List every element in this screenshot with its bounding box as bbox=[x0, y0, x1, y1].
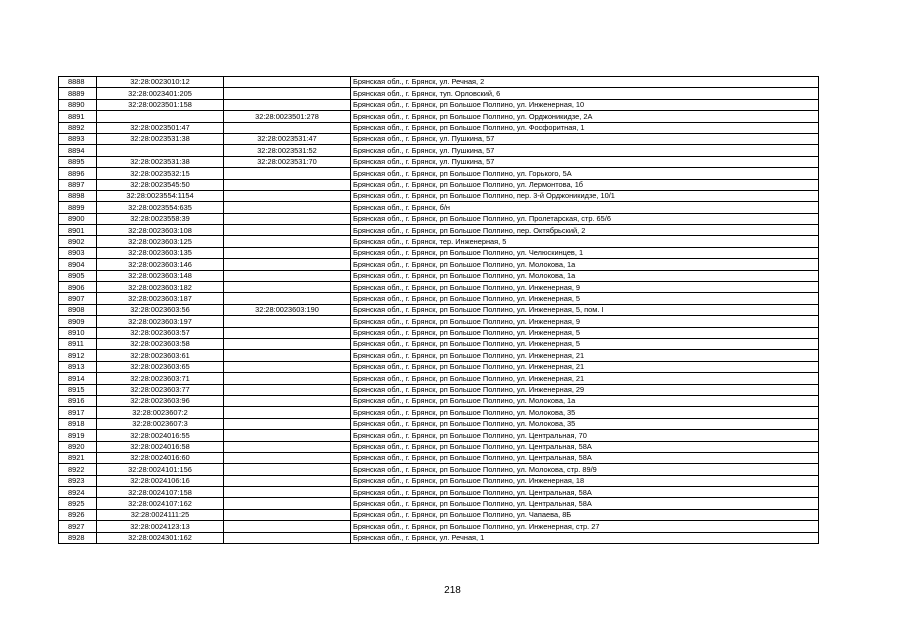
row-number-cell: 8908 bbox=[59, 304, 97, 315]
address-cell: Брянская обл., г. Брянск, ул. Пушкина, 57 bbox=[351, 133, 819, 144]
cadastral-number-cell: 32:28:0023607:3 bbox=[97, 418, 224, 429]
table-row bbox=[59, 88, 819, 99]
row-number-cell: 8897 bbox=[59, 179, 97, 190]
table-row bbox=[59, 407, 819, 418]
cadastral-number-cell: 32:28:0023603:71 bbox=[97, 373, 224, 384]
table-row bbox=[59, 156, 819, 167]
table-row bbox=[59, 270, 819, 281]
address-cell: Брянская обл., г. Брянск, рп Большое Полпино, ул. Пролетарская, стр. 65/6 bbox=[351, 213, 819, 224]
row-number-cell: 8896 bbox=[59, 168, 97, 179]
related-cadastral-number-cell bbox=[224, 202, 351, 213]
cadastral-number-cell: 32:28:0023603:187 bbox=[97, 293, 224, 304]
cadastral-number-cell: 32:28:0023603:61 bbox=[97, 350, 224, 361]
row-number-cell: 8925 bbox=[59, 498, 97, 509]
related-cadastral-number-cell bbox=[224, 407, 351, 418]
row-number-cell: 8893 bbox=[59, 133, 97, 144]
cadastral-number-cell: 32:28:0023603:77 bbox=[97, 384, 224, 395]
cadastral-number-cell: 32:28:0023401:205 bbox=[97, 88, 224, 99]
table-row bbox=[59, 168, 819, 179]
table-row bbox=[59, 361, 819, 372]
related-cadastral-number-cell: 32:28:0023501:278 bbox=[224, 111, 351, 122]
table-row bbox=[59, 498, 819, 509]
related-cadastral-number-cell bbox=[224, 350, 351, 361]
row-number-cell: 8907 bbox=[59, 293, 97, 304]
row-number-cell: 8918 bbox=[59, 418, 97, 429]
row-number-cell: 8895 bbox=[59, 156, 97, 167]
row-number-cell: 8924 bbox=[59, 487, 97, 498]
cadastral-number-cell: 32:28:0024016:58 bbox=[97, 441, 224, 452]
row-number-cell: 8891 bbox=[59, 111, 97, 122]
related-cadastral-number-cell bbox=[224, 509, 351, 520]
related-cadastral-number-cell bbox=[224, 99, 351, 110]
table-row bbox=[59, 111, 819, 122]
address-cell: Брянская обл., г. Брянск, туп. Орловский, 6 bbox=[351, 88, 819, 99]
address-cell: Брянская обл., г. Брянск, рп Большое Полпино, ул. Инженерная, 5 bbox=[351, 327, 819, 338]
table-row bbox=[59, 532, 819, 543]
related-cadastral-number-cell bbox=[224, 475, 351, 486]
table-row bbox=[59, 133, 819, 144]
table-row bbox=[59, 77, 819, 88]
cadastral-number-cell: 32:28:0023603:197 bbox=[97, 316, 224, 327]
table-row bbox=[59, 282, 819, 293]
address-cell: Брянская обл., г. Брянск, рп Большое Полпино, ул. Инженерная, 5, пом. I bbox=[351, 304, 819, 315]
address-cell: Брянская обл., г. Брянск, рп Большое Полпино, ул. Центральная, 58А bbox=[351, 452, 819, 463]
table-row bbox=[59, 338, 819, 349]
related-cadastral-number-cell bbox=[224, 430, 351, 441]
related-cadastral-number-cell bbox=[224, 179, 351, 190]
related-cadastral-number-cell bbox=[224, 361, 351, 372]
table-row bbox=[59, 99, 819, 110]
row-number-cell: 8922 bbox=[59, 464, 97, 475]
cadastral-number-cell: 32:28:0023603:96 bbox=[97, 395, 224, 406]
related-cadastral-number-cell bbox=[224, 316, 351, 327]
cadastral-number-cell: 32:28:0024301:162 bbox=[97, 532, 224, 543]
related-cadastral-number-cell bbox=[224, 418, 351, 429]
address-cell: Брянская обл., г. Брянск, рп Большое Полпино, ул. Фосфоритная, 1 bbox=[351, 122, 819, 133]
cadastral-number-cell: 32:28:0023531:38 bbox=[97, 156, 224, 167]
address-cell: Брянская обл., г. Брянск, рп Большое Полпино, ул. Молокова, стр. 89/9 bbox=[351, 464, 819, 475]
cadastral-number-cell: 32:28:0023532:15 bbox=[97, 168, 224, 179]
row-number-cell: 8904 bbox=[59, 259, 97, 270]
row-number-cell: 8898 bbox=[59, 190, 97, 201]
related-cadastral-number-cell: 32:28:0023531:70 bbox=[224, 156, 351, 167]
row-number-cell: 8917 bbox=[59, 407, 97, 418]
cadastral-number-cell: 32:28:0023603:182 bbox=[97, 282, 224, 293]
table-row bbox=[59, 350, 819, 361]
row-number-cell: 8892 bbox=[59, 122, 97, 133]
row-number-cell: 8900 bbox=[59, 213, 97, 224]
related-cadastral-number-cell bbox=[224, 293, 351, 304]
table-row bbox=[59, 418, 819, 429]
address-cell: Брянская обл., г. Брянск, рп Большое Полпино, ул. Челюскинцев, 1 bbox=[351, 247, 819, 258]
cadastral-number-cell: 32:28:0024016:60 bbox=[97, 452, 224, 463]
address-cell: Брянская обл., г. Брянск, ул. Речная, 2 bbox=[351, 77, 819, 88]
related-cadastral-number-cell: 32:28:0023603:190 bbox=[224, 304, 351, 315]
related-cadastral-number-cell bbox=[224, 270, 351, 281]
address-cell: Брянская обл., г. Брянск, рп Большое Полпино, ул. Орджоникидзе, 2А bbox=[351, 111, 819, 122]
related-cadastral-number-cell bbox=[224, 521, 351, 532]
row-number-cell: 8928 bbox=[59, 532, 97, 543]
address-cell: Брянская обл., г. Брянск, рп Большое Полпино, ул. Инженерная, стр. 27 bbox=[351, 521, 819, 532]
cadastral-number-cell: 32:28:0024101:156 bbox=[97, 464, 224, 475]
related-cadastral-number-cell: 32:28:0023531:47 bbox=[224, 133, 351, 144]
cadastral-number-cell: 32:28:0023501:47 bbox=[97, 122, 224, 133]
table-row bbox=[59, 487, 819, 498]
address-cell: Брянская обл., г. Брянск, рп Большое Полпино, ул. Горького, 5А bbox=[351, 168, 819, 179]
cadastral-number-cell: 32:28:0023603:57 bbox=[97, 327, 224, 338]
address-cell: Брянская обл., г. Брянск, рп Большое Полпино, ул. Молокова, 35 bbox=[351, 418, 819, 429]
related-cadastral-number-cell bbox=[224, 327, 351, 338]
table-row bbox=[59, 475, 819, 486]
row-number-cell: 8921 bbox=[59, 452, 97, 463]
related-cadastral-number-cell bbox=[224, 452, 351, 463]
cadastral-number-cell: 32:28:0023603:125 bbox=[97, 236, 224, 247]
related-cadastral-number-cell bbox=[224, 395, 351, 406]
address-cell: Брянская обл., г. Брянск, рп Большое Полпино, ул. Центральная, 58А bbox=[351, 441, 819, 452]
row-number-cell: 8926 bbox=[59, 509, 97, 520]
table-row bbox=[59, 213, 819, 224]
table-row bbox=[59, 452, 819, 463]
cadastral-number-cell: 32:28:0024111:25 bbox=[97, 509, 224, 520]
cadastral-number-cell bbox=[97, 111, 224, 122]
table-row bbox=[59, 145, 819, 156]
address-cell: Брянская обл., г. Брянск, рп Большое Полпино, ул. Молокова, 1а bbox=[351, 395, 819, 406]
cadastral-number-cell: 32:28:0023501:158 bbox=[97, 99, 224, 110]
address-cell: Брянская обл., г. Брянск, рп Большое Полпино, ул. Молокова, 1а bbox=[351, 270, 819, 281]
table-row bbox=[59, 236, 819, 247]
address-cell: Брянская обл., г. Брянск, рп Большое Полпино, ул. Лермонтова, 1б bbox=[351, 179, 819, 190]
cadastral-number-cell: 32:28:0023603:108 bbox=[97, 225, 224, 236]
related-cadastral-number-cell bbox=[224, 247, 351, 258]
row-number-cell: 8909 bbox=[59, 316, 97, 327]
cadastral-number-cell: 32:28:0023554:635 bbox=[97, 202, 224, 213]
table-body bbox=[59, 77, 819, 544]
address-cell: Брянская обл., г. Брянск, рп Большое Полпино, ул. Чапаева, 8Б bbox=[351, 509, 819, 520]
row-number-cell: 8905 bbox=[59, 270, 97, 281]
cadastral-number-cell: 32:28:0023607:2 bbox=[97, 407, 224, 418]
related-cadastral-number-cell bbox=[224, 532, 351, 543]
cadastral-number-cell: 32:28:0023531:38 bbox=[97, 133, 224, 144]
address-cell: Брянская обл., г. Брянск, рп Большое Полпино, ул. Инженерная, 9 bbox=[351, 282, 819, 293]
table-row bbox=[59, 509, 819, 520]
row-number-cell: 8889 bbox=[59, 88, 97, 99]
table-row bbox=[59, 373, 819, 384]
related-cadastral-number-cell bbox=[224, 498, 351, 509]
row-number-cell: 8910 bbox=[59, 327, 97, 338]
related-cadastral-number-cell bbox=[224, 236, 351, 247]
row-number-cell: 8899 bbox=[59, 202, 97, 213]
registry-table bbox=[58, 76, 819, 544]
address-cell: Брянская обл., г. Брянск, рп Большое Полпино, ул. Молокова, 35 bbox=[351, 407, 819, 418]
related-cadastral-number-cell bbox=[224, 213, 351, 224]
row-number-cell: 8912 bbox=[59, 350, 97, 361]
table-row bbox=[59, 521, 819, 532]
table-row bbox=[59, 179, 819, 190]
cadastral-number-cell: 32:28:0023545:50 bbox=[97, 179, 224, 190]
cadastral-number-cell: 32:28:0023603:146 bbox=[97, 259, 224, 270]
cadastral-number-cell: 32:28:0024106:16 bbox=[97, 475, 224, 486]
table-row bbox=[59, 293, 819, 304]
cadastral-number-cell: 32:28:0023603:58 bbox=[97, 338, 224, 349]
address-cell: Брянская обл., г. Брянск, рп Большое Полпино, ул. Молокова, 1а bbox=[351, 259, 819, 270]
row-number-cell: 8923 bbox=[59, 475, 97, 486]
address-cell: Брянская обл., г. Брянск, рп Большое Полпино, ул. Инженерная, 5 bbox=[351, 293, 819, 304]
address-cell: Брянская обл., г. Брянск, рп Большое Полпино, ул. Центральная, 58А bbox=[351, 498, 819, 509]
related-cadastral-number-cell bbox=[224, 373, 351, 384]
row-number-cell: 8894 bbox=[59, 145, 97, 156]
table-row bbox=[59, 430, 819, 441]
related-cadastral-number-cell bbox=[224, 487, 351, 498]
address-cell: Брянская обл., г. Брянск, рп Большое Полпино, пер. Октябрьский, 2 bbox=[351, 225, 819, 236]
table-row bbox=[59, 259, 819, 270]
related-cadastral-number-cell bbox=[224, 384, 351, 395]
address-cell: Брянская обл., г. Брянск, б/н bbox=[351, 202, 819, 213]
cadastral-number-cell: 32:28:0023554:1154 bbox=[97, 190, 224, 201]
cadastral-number-cell: 32:28:0024016:55 bbox=[97, 430, 224, 441]
row-number-cell: 8903 bbox=[59, 247, 97, 258]
table-row bbox=[59, 327, 819, 338]
table-row bbox=[59, 247, 819, 258]
cadastral-number-cell: 32:28:0023558:39 bbox=[97, 213, 224, 224]
related-cadastral-number-cell bbox=[224, 77, 351, 88]
address-cell: Брянская обл., г. Брянск, ул. Речная, 1 bbox=[351, 532, 819, 543]
related-cadastral-number-cell bbox=[224, 282, 351, 293]
table-row bbox=[59, 384, 819, 395]
table-row bbox=[59, 202, 819, 213]
address-cell: Брянская обл., г. Брянск, рп Большое Полпино, ул. Инженерная, 5 bbox=[351, 338, 819, 349]
row-number-cell: 8890 bbox=[59, 99, 97, 110]
address-cell: Брянская обл., г. Брянск, тер. Инженерная, 5 bbox=[351, 236, 819, 247]
address-cell: Брянская обл., г. Брянск, рп Большое Полпино, ул. Инженерная, 21 bbox=[351, 373, 819, 384]
table-row bbox=[59, 225, 819, 236]
address-cell: Брянская обл., г. Брянск, рп Большое Полпино, ул. Инженерная, 21 bbox=[351, 361, 819, 372]
address-cell: Брянская обл., г. Брянск, рп Большое Полпино, ул. Центральная, 70 bbox=[351, 430, 819, 441]
related-cadastral-number-cell bbox=[224, 441, 351, 452]
table-row bbox=[59, 304, 819, 315]
related-cadastral-number-cell bbox=[224, 259, 351, 270]
related-cadastral-number-cell bbox=[224, 464, 351, 475]
address-cell: Брянская обл., г. Брянск, рп Большое Полпино, ул. Инженерная, 10 bbox=[351, 99, 819, 110]
row-number-cell: 8919 bbox=[59, 430, 97, 441]
address-cell: Брянская обл., г. Брянск, рп Большое Полпино, ул. Инженерная, 18 bbox=[351, 475, 819, 486]
cadastral-number-cell: 32:28:0023603:135 bbox=[97, 247, 224, 258]
cadastral-number-cell bbox=[97, 145, 224, 156]
address-cell: Брянская обл., г. Брянск, ул. Пушкина, 57 bbox=[351, 156, 819, 167]
row-number-cell: 8915 bbox=[59, 384, 97, 395]
table-row bbox=[59, 464, 819, 475]
table-row bbox=[59, 395, 819, 406]
row-number-cell: 8927 bbox=[59, 521, 97, 532]
related-cadastral-number-cell bbox=[224, 168, 351, 179]
row-number-cell: 8902 bbox=[59, 236, 97, 247]
address-cell: Брянская обл., г. Брянск, рп Большое Полпино, ул. Инженерная, 9 bbox=[351, 316, 819, 327]
related-cadastral-number-cell bbox=[224, 88, 351, 99]
row-number-cell: 8888 bbox=[59, 77, 97, 88]
cadastral-number-cell: 32:28:0023010:12 bbox=[97, 77, 224, 88]
address-cell: Брянская обл., г. Брянск, рп Большое Полпино, ул. Центральная, 58А bbox=[351, 487, 819, 498]
related-cadastral-number-cell: 32:28:0023531:52 bbox=[224, 145, 351, 156]
related-cadastral-number-cell bbox=[224, 225, 351, 236]
related-cadastral-number-cell bbox=[224, 338, 351, 349]
table-row bbox=[59, 316, 819, 327]
cadastral-number-cell: 32:28:0024107:162 bbox=[97, 498, 224, 509]
cadastral-number-cell: 32:28:0023603:148 bbox=[97, 270, 224, 281]
related-cadastral-number-cell bbox=[224, 190, 351, 201]
row-number-cell: 8914 bbox=[59, 373, 97, 384]
table-row bbox=[59, 190, 819, 201]
related-cadastral-number-cell bbox=[224, 122, 351, 133]
table-row bbox=[59, 441, 819, 452]
table-row bbox=[59, 122, 819, 133]
address-cell: Брянская обл., г. Брянск, рп Большое Полпино, ул. Инженерная, 21 bbox=[351, 350, 819, 361]
row-number-cell: 8901 bbox=[59, 225, 97, 236]
cadastral-number-cell: 32:28:0024123:13 bbox=[97, 521, 224, 532]
address-cell: Брянская обл., г. Брянск, рп Большое Полпино, ул. Инженерная, 29 bbox=[351, 384, 819, 395]
row-number-cell: 8911 bbox=[59, 338, 97, 349]
row-number-cell: 8906 bbox=[59, 282, 97, 293]
cadastral-number-cell: 32:28:0024107:158 bbox=[97, 487, 224, 498]
row-number-cell: 8913 bbox=[59, 361, 97, 372]
address-cell: Брянская обл., г. Брянск, рп Большое Полпино, пер. 3-й Орджоникидзе, 10/1 bbox=[351, 190, 819, 201]
row-number-cell: 8920 bbox=[59, 441, 97, 452]
page-number: 218 bbox=[444, 585, 461, 596]
address-cell: Брянская обл., г. Брянск, ул. Пушкина, 57 bbox=[351, 145, 819, 156]
cadastral-number-cell: 32:28:0023603:56 bbox=[97, 304, 224, 315]
row-number-cell: 8916 bbox=[59, 395, 97, 406]
cadastral-number-cell: 32:28:0023603:65 bbox=[97, 361, 224, 372]
